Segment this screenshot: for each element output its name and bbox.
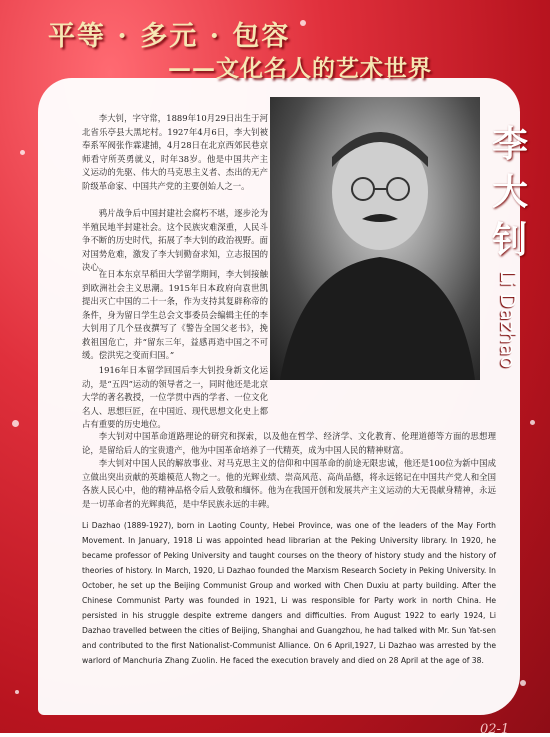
sparkle [12, 420, 19, 427]
bio-paragraph: 李大钊，字守常，1889年10月29日出生于河北省乐亭县大黑坨村。1927年4月6日，李大钊被奉系军阀张作霖逮捕，4月28日在北京西郊民巷京师看守所英勇就义，时年38岁。他是中国共产主义运动的先驱、伟大的马克思主义者、杰出的无产阶级革命家、中国共产党的主要创始人之一。 [82, 113, 268, 191]
bio-paragraph: 李大钊对中国人民的解放事业、对马克思主义的信仰和中国革命的前途无限忠诚，他还是100位为新中国成立做出突出贡献的英雄模范人物之一。他的光辉业绩、崇高风范、高尚品德，将永远铭记在中国共产党人和全国各族人民心中，他的精神品格令后人致敬和缅怀。他为在我国开创和发展共产主义运动的大无畏献身精神，永远是一切革命者的光辉典范，是中华民族永远的丰碑。 [82, 458, 496, 509]
bio-paragraph: 鸦片战争后中国封建社会腐朽不堪，逐步沦为半殖民地半封建社会。这个民族灾难深重，人民斗争不断的历史时代，拓展了李大钊的政治视野。面对国势危难，激发了李大钊勤奋求知，立志报国的决心。 [82, 208, 268, 272]
sparkle [300, 20, 306, 26]
page-number: 02-1 [480, 722, 510, 737]
page-subtitle: ——文化名人的艺术世界 [168, 55, 432, 82]
sparkle [520, 680, 526, 686]
sparkle [530, 420, 535, 425]
sparkle [20, 150, 25, 155]
portrait-photo [270, 97, 480, 380]
bio-paragraph: 1916年日本留学回国后李大钊投身新文化运动，是“五四”运动的领导者之一，同时他还是北京大学的著名教授，一位学贯中西的学者、一位文化名人、思想巨匠，在中国近、现代思想文化史上都占有重要的历史地位。 [82, 365, 268, 429]
bio-paragraph: 李大钊对中国革命道路理论的研究和探索，以及他在哲学、经济学、文化教育、伦理道德等方面的思想理论，是留给后人的宝贵遗产，他为中国革命培养了一代精英，成为中国人民的精神财富。 [82, 431, 496, 455]
english-biography: Li Dazhao (1889-1927), born in Laoting County, Hebei Province, was one of the leaders of the May Forth Movement. In January, 1918 Li was appointed head librarian at the Peking University library. In 1920, he became professor of Peking University and taught courses on the theory of history study and the history of theories of history. In March, 1920, Li Dazhao founded the Marxism Research Society in Peking University. In October, he set up the Beijing Communist Group and worked with Chen Duxiu at party building. After the Chinese Communist Party was founded in 1921, Li was responsible for Party work in north China. He persisted in his struggle despite extreme dangers and difficulties. From August 1922 to early 1924, Li Dazhao travelled between the cities of Beijing, Shanghai and Guangzhou, he had talked with Mr. Sun Yat-sen and contributed to the first Nationalist-Communist Alliance. On 6 April,1927, Li Dazhao was arrested by the warlord of Manchuria Zhang Zuolin. He faced the execution bravely and died on 28 April at the age of 38. [82, 521, 496, 665]
name-char: 李 [491, 123, 528, 165]
bio-paragraph: 在日本东京早稻田大学留学期间，李大钊接触到欧洲社会主义思潮。1915年日本政府向袁世凯提出灭亡中国的二十一条，作为支持其复辟称帝的条件，身为留日学生总会文事委员会编辑主任的李大钊用了几个昼夜撰写了《警告全国父老书》，挽救祖国危亡，并“留东三年，益感再造中国之不可缓。偿洪宪之变而归国。” [82, 269, 268, 360]
vertical-pinyin: Li Dazhao [496, 270, 520, 369]
name-char: 钊 [491, 219, 528, 261]
portrait-figure [270, 97, 480, 380]
vertical-name [485, 120, 535, 264]
name-char: 大 [491, 171, 528, 213]
sparkle [15, 690, 19, 694]
page-title: 平等 · 多元 · 包容 [48, 21, 291, 52]
